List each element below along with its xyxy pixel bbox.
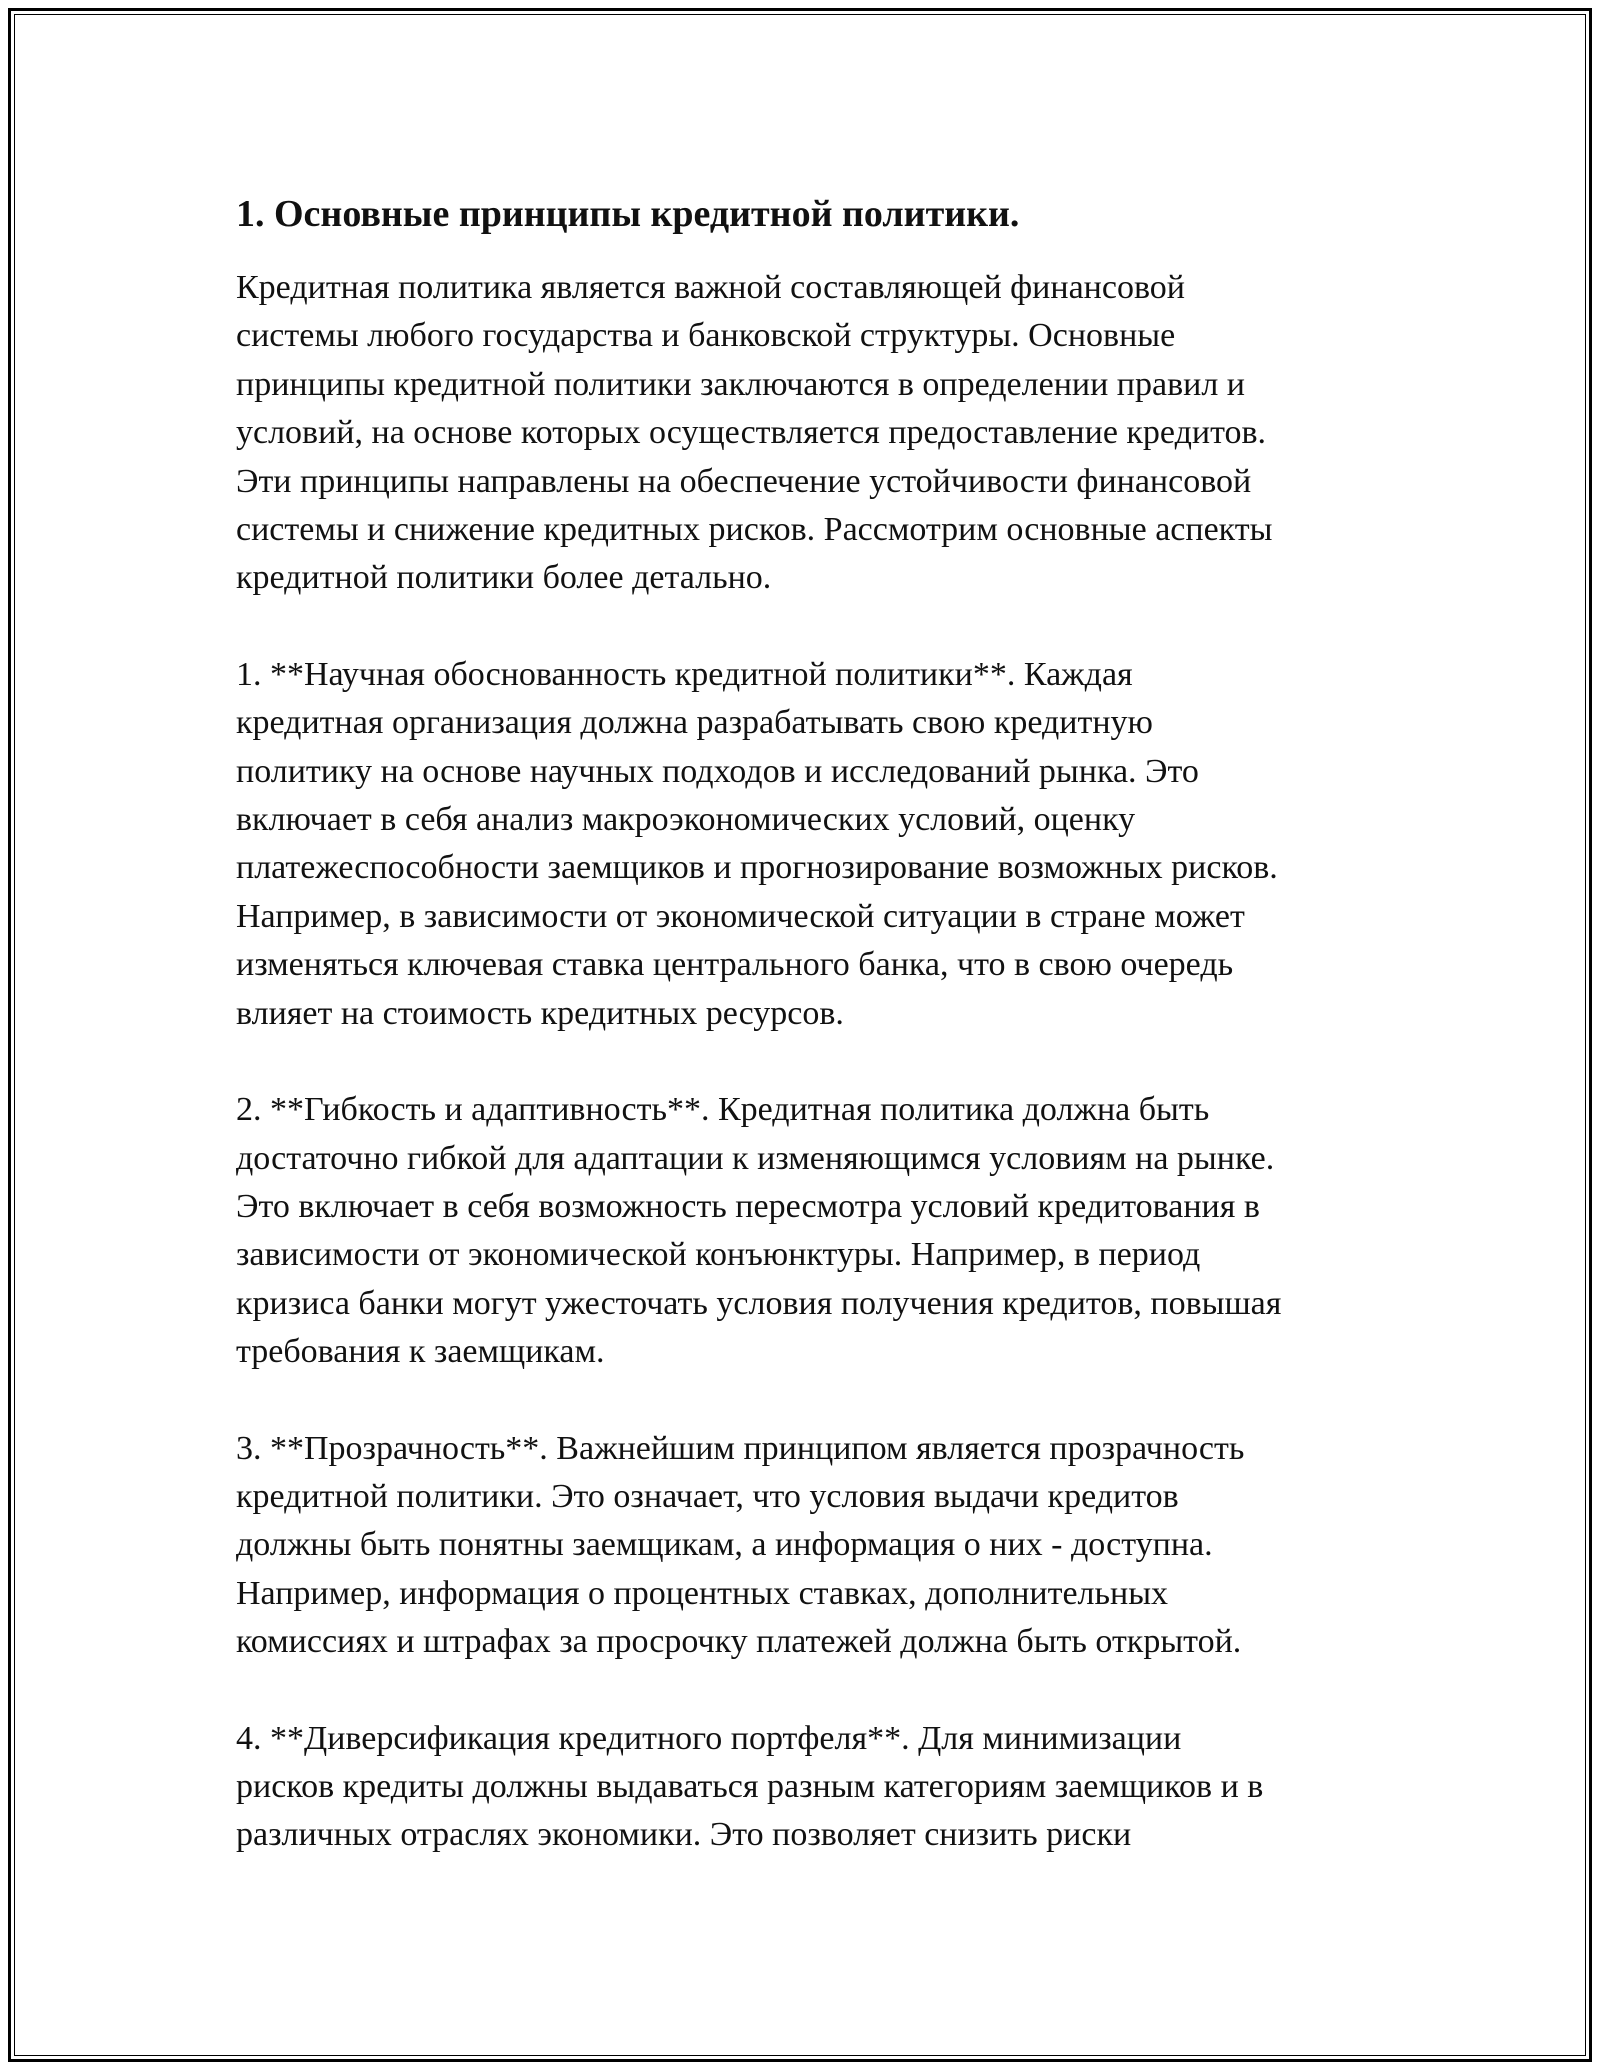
text-line: Кредитная политика является важной составляющей финансовой — [236, 269, 1185, 306]
text-line: кредитной политики. Это означает, что условия выдачи кредитов — [236, 1477, 1179, 1515]
paragraph-item-4 — [236, 1715, 1366, 1860]
text-line: зависимости от экономической конъюнктуры. Например, в период — [236, 1236, 1201, 1274]
text-line: изменяться ключевая ставка центрального банка, что в свою очередь — [236, 946, 1234, 984]
text-line: различных отраслях экономики. Это позволяет снизить риски — [236, 1816, 1132, 1854]
paragraph-item-1 — [236, 651, 1366, 1038]
text-line: Например, в зависимости от экономической ситуации в стране может — [236, 897, 1245, 935]
text-line: включает в себя анализ макроэкономических условий, оценку — [236, 801, 1136, 839]
paragraph-intro — [236, 264, 1366, 603]
text-line: достаточно гибкой для адаптации к изменяющимся условиям на рынке. — [236, 1139, 1275, 1177]
text-line: системы любого государства и банковской структуры. Основные — [236, 317, 1176, 355]
text-line: кризиса банки могут ужесточать условия получения кредитов, повышая — [236, 1284, 1282, 1322]
text-line: Это включает в себя возможность пересмотра условий кредитования в — [236, 1187, 1260, 1225]
paragraph-item-3 — [236, 1425, 1366, 1667]
text-line: политику на основе научных подходов и исследований рынка. Это — [236, 752, 1199, 790]
text-line: системы и снижение кредитных рисков. Рассмотрим основные аспекты — [236, 511, 1273, 549]
paragraph-item-2 — [236, 1086, 1366, 1376]
text-line: 4. **Диверсификация кредитного портфеля**. Для минимизации — [236, 1719, 1182, 1757]
text-line: требования к заемщикам. — [236, 1333, 605, 1371]
text-line: кредитной политики более детально. — [236, 559, 772, 597]
text-line: Эти принципы направлены на обеспечение устойчивости финансовой — [236, 462, 1252, 500]
text-line: условий, на основе которых осуществляется предоставление кредитов. — [236, 414, 1267, 452]
text-line: платежеспособности заемщиков и прогнозирование возможных рисков. — [236, 849, 1278, 887]
text-line: рисков кредиты должны выдаваться разным категориям заемщиков и в — [236, 1767, 1264, 1805]
document-body — [236, 188, 1366, 1908]
text-line: должны быть понятны заемщикам, а информация о них - доступна. — [236, 1526, 1213, 1564]
text-line: влияет на стоимость кредитных ресурсов. — [236, 994, 844, 1032]
text-line: 1. **Научная обоснованность кредитной политики**. Каждая — [236, 655, 1133, 693]
text-line: 3. **Прозрачность**. Важнейшим принципом является прозрачность — [236, 1429, 1245, 1467]
text-line: Например, информация о процентных ставках, дополнительных — [236, 1574, 1169, 1612]
text-line: принципы кредитной политики заключаются в определении правил и — [236, 365, 1245, 403]
text-line: комиссиях и штрафах за просрочку платежей должна быть открытой. — [236, 1623, 1242, 1661]
text-line: 2. **Гибкость и адаптивность**. Кредитная политика должна быть — [236, 1091, 1210, 1129]
text-line: кредитная организация должна разрабатывать свою кредитную — [236, 704, 1153, 742]
section-heading: 1. Основные принципы кредитной политики. — [236, 193, 1020, 235]
